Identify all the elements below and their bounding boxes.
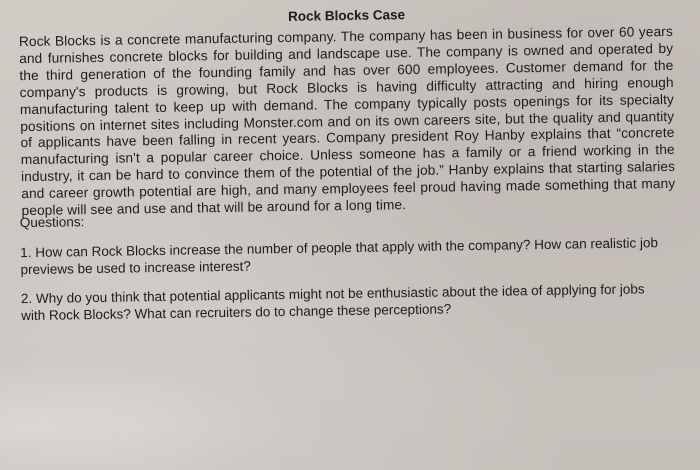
question-2: 2. Why do you think that potential applicants might not be enthusiastic about the idea of applying for jobs with Rock Blocks? What can recruiters do to change these perceptions? <box>20 281 645 323</box>
case-paragraph: Rock Blocks is a concrete manufacturing company. The company has been in business for over 60 years and furnishes concrete blocks for building and landscape use. The company is owned and operated by the third generation of the founding family and has over 600 employees. Customer demand for the company's products is growing, but Rock Blocks is having difficulty attracting and hiring enough manufacturing talent to keep up with demand. The company typically posts openings for its specialty positions on internet sites including Monster.com and on its own careers site, but the quality and quantity of applicants have been falling in recent years. Company president Roy Hanby explains that “concrete manufacturing isn't a popular career choice. Unless someone has a family or a friend working in the industry, it can be hard to convince them of the potential of the job.” Hanby explains that starting salaries and career growth potential are high, and many employees feel proud having made something that many people will see and use and that will be around for a long time. <box>18 23 676 219</box>
question-1: 1. How can Rock Blocks increase the number of people that apply with the company? How can realistic job previews be used to increase interest? <box>20 235 659 277</box>
document-title: Rock Blocks Case <box>287 7 406 24</box>
questions-heading: Questions: <box>19 214 85 231</box>
